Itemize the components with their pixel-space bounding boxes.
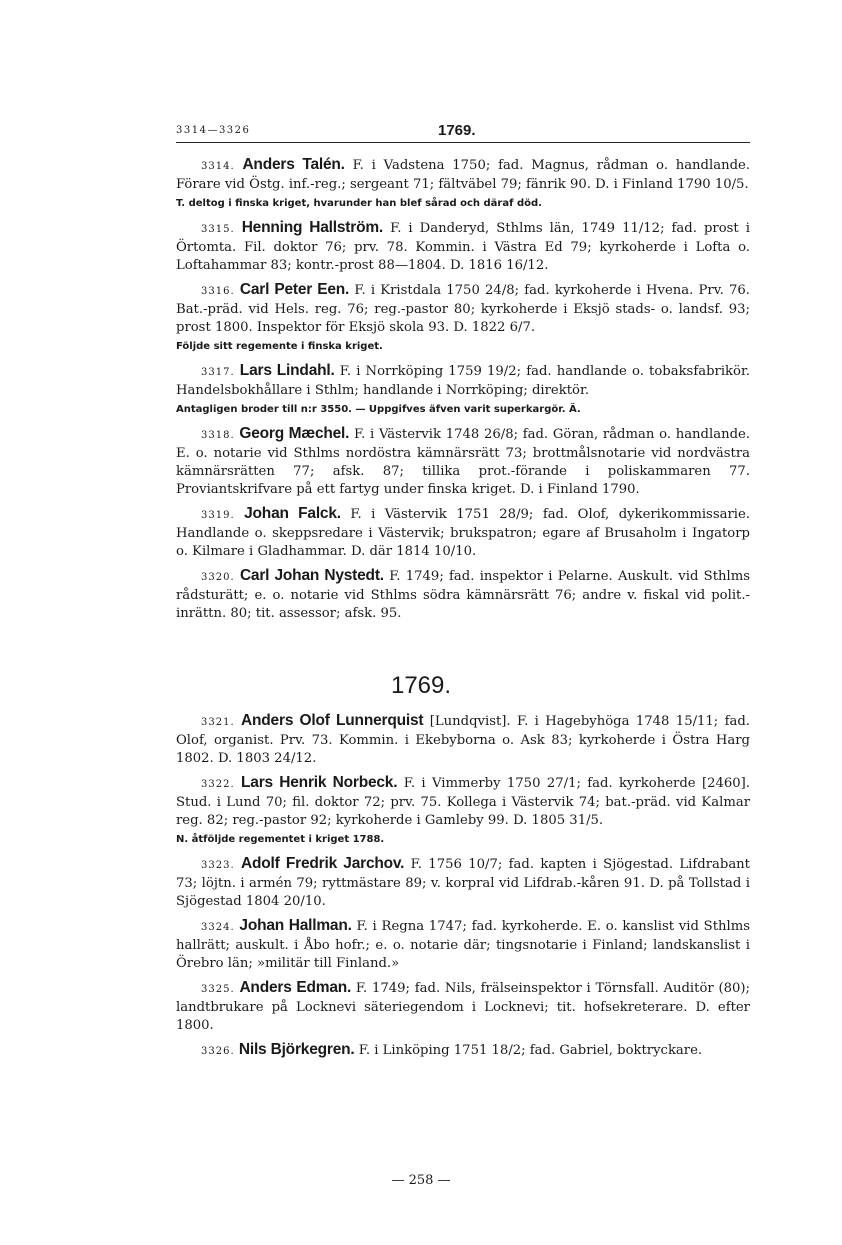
page-number: — 258 —	[391, 1173, 451, 1188]
entry-name: Anders Talén.	[242, 156, 345, 173]
header-year: 1769.	[438, 122, 476, 139]
biography-entry	[176, 567, 750, 623]
entry-name: Lars Lindahl.	[239, 362, 335, 379]
entry-name: Nils Björkegren.	[238, 1041, 355, 1058]
entry-number: 3316.	[201, 286, 235, 297]
entry-name: Adolf Fredrik Jarchov.	[241, 855, 405, 872]
entry-text: F. i Regna 1747; fad. kyrkoherde. E. o. kanslist vid Sthlms hallrätt; auskult. i Åbo hofr.; e. o. notarie där; tingsnotarie i Finland; landskanslist i Örebro län; »militär till Finland.»	[176, 919, 750, 971]
entry-name: Carl Peter Een.	[239, 281, 350, 298]
entry-number: 3314.	[201, 161, 235, 172]
entry-number: 3318.	[201, 430, 235, 441]
entry-text: F. 1749; fad. Nils, frälseinspektor i Törnsfall. Auditör (80); landtbrukare på Locknevi säteriegendom i Locknevi; tit. hofsekreterare. D. efter 1800.	[176, 981, 750, 1033]
biography-entry	[176, 219, 750, 275]
entry-note: Antagligen broder till n:r 3550. — Uppgifves äfven varit superkargör. Ä.	[176, 404, 581, 415]
entry-name: Johan Falck.	[244, 505, 341, 522]
biography-entry	[176, 281, 750, 356]
biography-entry	[176, 425, 750, 499]
entry-text: F. i Linköping 1751 18/2; fad. Gabriel, boktryckare.	[358, 1043, 703, 1058]
entry-name: Lars Henrik Norbeck.	[241, 774, 398, 791]
entry-number: 3326.	[201, 1046, 235, 1057]
entry-name: Carl Johan Nystedt.	[239, 567, 384, 584]
entry-name: Anders Olof Lunnerquist	[241, 712, 424, 729]
entry-number: 3324.	[201, 922, 235, 933]
entry-name: Henning Hallström.	[241, 219, 384, 236]
entries-block-1	[176, 156, 750, 629]
entry-number: 3319.	[201, 510, 235, 521]
entry-name: Georg Mæchel.	[239, 425, 350, 442]
biography-entry	[176, 774, 750, 849]
page-header	[176, 122, 750, 143]
biography-entry	[176, 855, 750, 911]
entry-number: 3315.	[201, 224, 235, 235]
entries-block-2	[176, 712, 750, 1067]
biography-entry	[176, 505, 750, 561]
entry-text: F. i Vimmerby 1750 27/1; fad. kyrkoherde [2460]. Stud. i Lund 70; fil. doktor 72; prv. 75. Kollega i Västervik 74; bat.-präd. vid Kalmar reg. 82; reg.-pastor 92; kyrkoherde i Gamleby 99. D. 1805 31/5.	[176, 776, 750, 828]
entry-note: Följde sitt regemente i finska kriget.	[176, 341, 383, 352]
entry-number: 3321.	[201, 717, 235, 728]
biography-entry	[176, 156, 750, 213]
entry-text: F. i Danderyd, Sthlms län, 1749 11/12; fad. prost i Örtomta. Fil. doktor 76; prv. 78. Kommin. i Västra Ed 79; kyrkoherde i Lofta o. Loftahammar 83; kontr.-prost 88—1804. D. 1816 16/12.	[176, 221, 750, 273]
entry-note: T. deltog i finska kriget, hvarunder han blef sårad och däraf död.	[176, 198, 542, 209]
entry-text: F. i Vadstena 1750; fad. Magnus, rådman o. handlande. Förare vid Östg. inf.-reg.; sergeant 71; fältväbel 79; fänrik 90. D. i Finland 1790 10/5.	[176, 158, 751, 192]
entry-text: F. 1756 10/7; fad. kapten i Sjögestad. Lifdrabant 73; löjtn. i armén 79; ryttmästare 89; v. korpral vid Lifdrab.-kåren 91. D. på Tollstad i Sjögestad 1804 20/10.	[176, 857, 750, 909]
entry-text: F. i Västervik 1748 26/8; fad. Göran, rådman o. handlande. E. o. notarie vid Sthlms nordöstra kämnärsrätt 73; brottmålsnotarie vid nordvästra kämnärsrätten 77; afsk. 87; tillika prot.-förande i poliskammaren 77. Proviantskrifvare på ett fartyg under finska kriget. D. i Finland 1790.	[176, 427, 751, 497]
entry-text: F. 1749; fad. inspektor i Pelarne. Auskult. vid Sthlms rådsturätt; e. o. notarie vid Sthlms södra kämnärsrätt 76; andre v. fiskal vid polit.-inrättn. 80; tit. assessor; afsk. 95.	[176, 569, 750, 621]
entry-note: N. åtföljde regementet i kriget 1788.	[176, 834, 385, 845]
entry-text: F. i Västervik 1751 28/9; fad. Olof, dykerikommissarie. Handlande o. skeppsredare i Västervik; brukspatron; egare af Brusaholm i Ingatorp o. Kilmare i Gladhammar. D. där 1814 10/10.	[176, 507, 750, 559]
biography-entry	[176, 362, 750, 419]
entry-text: [Lundqvist]. F. i Hagebyhöga 1748 15/11; fad. Olof, organist. Prv. 73. Kommin. i Ekebyborna o. Ask 83; kyrkoherde i Östra Harg 1802. D. 1803 24/12.	[176, 714, 751, 766]
entry-number: 3322.	[201, 779, 235, 790]
section-year-heading: 1769.	[390, 672, 452, 699]
biography-entry	[176, 979, 750, 1035]
entry-range: 3314—3326	[176, 125, 251, 136]
entry-text: F. i Kristdala 1750 24/8; fad. kyrkoherde i Hvena. Prv. 76. Bat.-präd. vid Hels. reg. 76; reg.-pastor 80; kyrkoherde i Eksjö stads- o. landsf. 93; prost 1800. Inspektor för Eksjö skola 93. D. 1822 6/7.	[176, 283, 750, 335]
biography-entry	[176, 917, 750, 973]
entry-name: Anders Edman.	[239, 979, 352, 996]
entry-text: F. i Norrköping 1759 19/2; fad. handlande o. tobaksfabrikör. Handelsbokhållare i Sthlm; handlande i Norrköping; direktör.	[176, 364, 751, 398]
entry-number: 3317.	[201, 367, 235, 378]
biography-entry	[176, 1041, 750, 1061]
entry-number: 3323.	[201, 860, 235, 871]
entry-name: Johan Hallman.	[239, 917, 352, 934]
biography-entry	[176, 712, 750, 768]
entry-number: 3320.	[201, 572, 235, 583]
entry-number: 3325.	[201, 984, 235, 995]
